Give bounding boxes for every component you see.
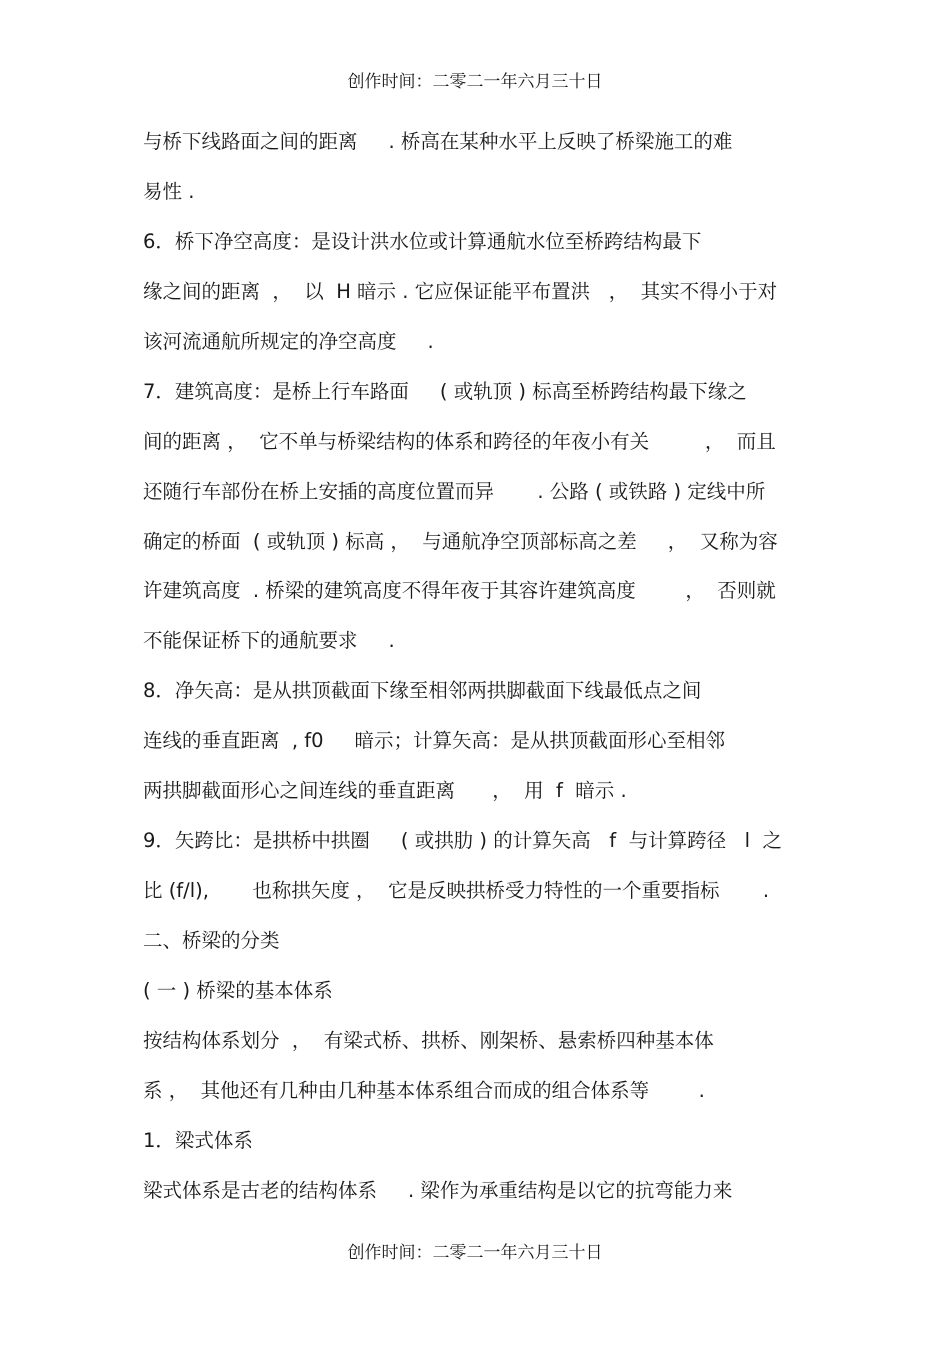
text-line: 系 ， 其他还有几种由几种基本体系组合而成的组合体系等 . xyxy=(143,1078,705,1102)
text-line: 间的距离 ， 它不单与桥梁结构的体系和跨径的年夜小有关 ， 而且 xyxy=(143,429,776,453)
body-text xyxy=(143,125,813,1224)
text-line: 连线的垂直距离 , f0 暗示；计算矢高：是从拱顶截面形心至相邻 xyxy=(143,729,726,753)
text-line: 梁式体系是古老的结构体系 . 梁作为承重结构是以它的抗弯能力来 xyxy=(143,1178,733,1202)
text-line: 易性 . xyxy=(143,179,195,203)
item-heading: 1．梁式体系 xyxy=(143,1128,253,1152)
text-line: 不能保证桥下的通航要求 . xyxy=(143,629,395,653)
text-line: 与桥下线路面之间的距离 . 桥高在某种水平上反映了桥梁施工的难 xyxy=(143,130,733,153)
text-line: 7．建筑高度：是桥上行车路面 ( 或轨顶 ) 标高至桥跨结构最下缘之 xyxy=(143,379,747,403)
page-footer: 创作时间：二零二一年六月三十日 xyxy=(347,1243,603,1263)
text-line: 还随行车部份在桥上安插的高度位置而异 . 公路 ( 或铁路 ) 定线中所 xyxy=(143,479,766,503)
text-line: 9．矢跨比：是拱桥中拱圈 ( 或拱肋 ) 的计算矢高 f 与计算跨径 l 之 xyxy=(143,829,782,853)
section-heading: 二、桥梁的分类 xyxy=(143,929,280,952)
subsection-heading: ( 一 ) 桥梁的基本体系 xyxy=(143,978,333,1002)
page-header: 创作时间：二零二一年六月三十日 xyxy=(347,72,603,92)
text-line: 该河流通航所规定的净空高度 . xyxy=(143,329,434,353)
text-line: 确定的桥面 ( 或轨顶 ) 标高 ， 与通航净空顶部标高之差 ， 又称为容 xyxy=(143,529,778,553)
text-line: 6．桥下净空高度：是设计洪水位或计算通航水位至桥跨结构最下 xyxy=(143,229,702,253)
text-line: 缘之间的距离 ， 以 H 暗示 . 它应保证能平布置洪 ， 其实不得小于对 xyxy=(143,279,778,303)
text-line: 按结构体系划分 ， 有梁式桥、拱桥、刚架桥、悬索桥四种基本体 xyxy=(143,1028,714,1052)
text-line: 许建筑高度 . 桥梁的建筑高度不得年夜于其容许建筑高度 ， 否则就 xyxy=(143,579,776,603)
text-line: 比 (f/l), 也称拱矢度 ， 它是反映拱桥受力特性的一个重要指标 . xyxy=(143,879,770,903)
text-line: 两拱脚截面形心之间连线的垂直距离 ， 用 f 暗示 . xyxy=(143,779,627,803)
text-line: 8．净矢高：是从拱顶截面下缘至相邻两拱脚截面下线最低点之间 xyxy=(143,679,702,703)
